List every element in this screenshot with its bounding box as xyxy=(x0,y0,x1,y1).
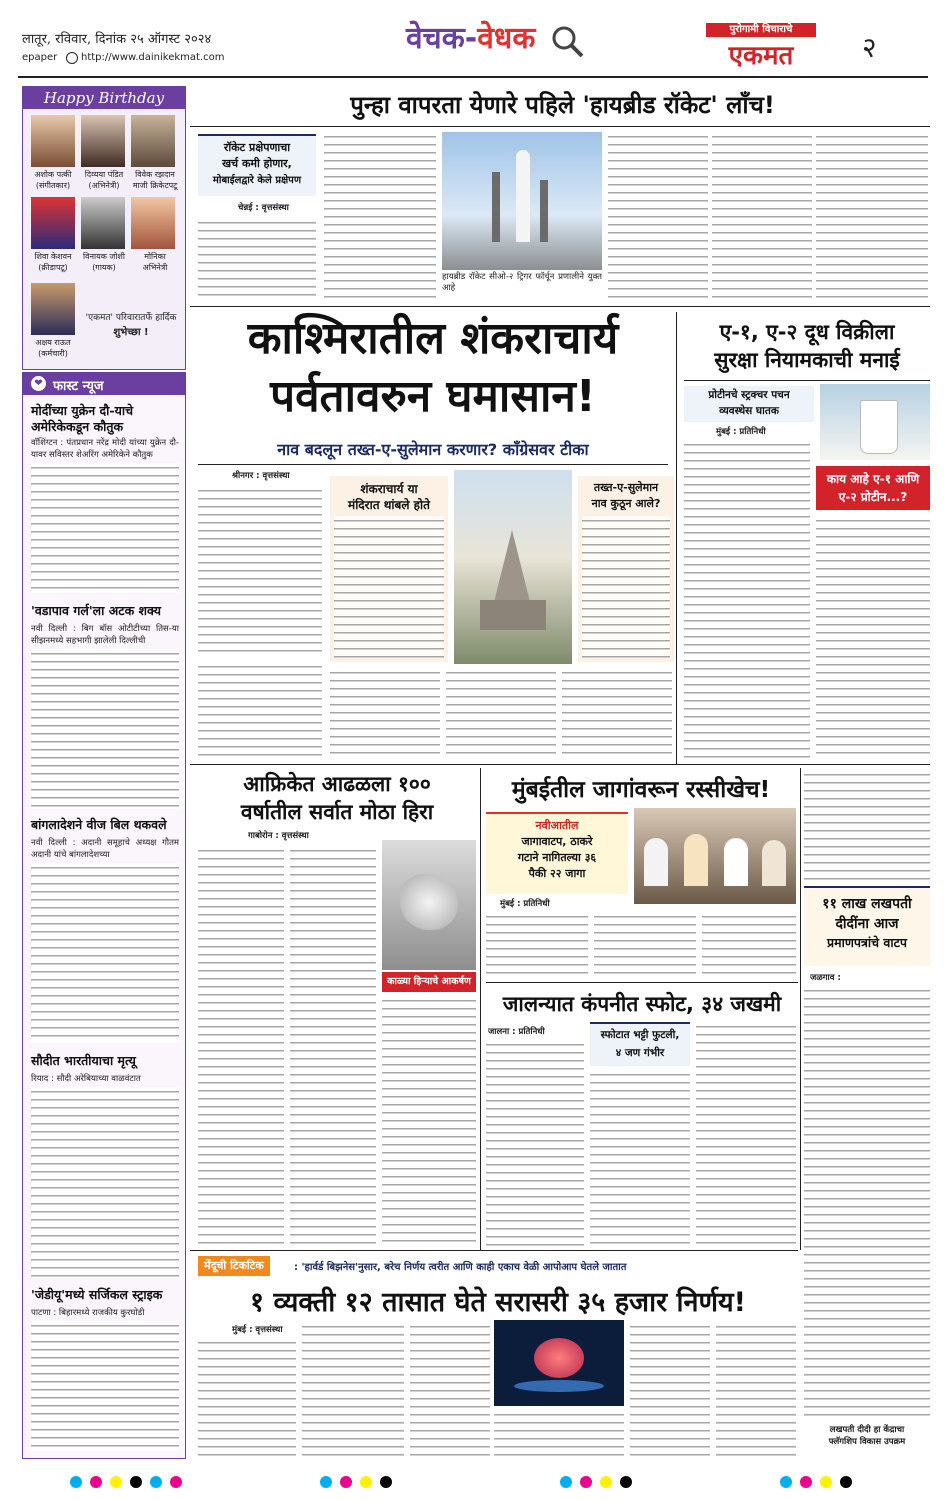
epaper-label: epaper xyxy=(22,52,58,63)
dateline: लातूर, रविवार, दिनांक २५ ऑगस्ट २०२४ xyxy=(22,32,212,47)
kashmir-body xyxy=(562,668,672,760)
brand-logo: एकमत xyxy=(728,41,794,71)
divider xyxy=(800,768,801,1250)
header-rule xyxy=(18,76,928,78)
birthday-name: दिव्यया पंडित xyxy=(84,170,124,179)
divider xyxy=(480,768,481,1250)
milk-box: काय आहे ए-१ आणि ए-२ प्रोटीन...? xyxy=(816,466,930,510)
birthday-name: विवेक रझदान xyxy=(135,170,175,179)
news-body xyxy=(31,863,179,1043)
milk-headline[interactable]: ए-१, ए-२ दूध विक्रीला xyxy=(719,320,895,344)
mumbai-box: नवीआतील जागावाटप, ठाकरे गटाने नागितल्या ३६ पैकी २२ जागा xyxy=(486,812,628,894)
mental-body xyxy=(410,1322,490,1458)
milk-photo xyxy=(820,384,930,460)
news-headline[interactable]: 'जेडीयू'मध्ये सर्जिकल स्ट्राइक xyxy=(31,1287,163,1302)
jalna-dateline: जालना : प्रतिनिधी xyxy=(488,1027,545,1037)
rocket-subhead: रॉकेट प्रक्षेपणाचा खर्च कमी होणार, मोबाईलद्वारे केले प्रक्षेपण xyxy=(198,134,316,196)
mumbai-body xyxy=(702,912,796,976)
rocket-body xyxy=(816,132,928,302)
news-headline[interactable]: सौदीत भारतीयाचा मृत्यू xyxy=(31,1053,136,1068)
lakhpati-headline[interactable]: ११ लाख लखपती दीदींना आज प्रमाणपत्रांचे वाटप xyxy=(804,886,930,966)
diamond-photo xyxy=(382,840,476,970)
news-body xyxy=(31,649,179,809)
birthday-box xyxy=(22,86,186,370)
birthday-role: (अभिनेत्री) xyxy=(88,181,120,190)
heart-icon: ❤ xyxy=(31,376,46,391)
birthday-role: (कर्मचारी) xyxy=(38,349,68,358)
diamond-caption: काळ्या हिऱ्याचे आकर्षण xyxy=(382,972,476,992)
jalna-body xyxy=(486,1040,584,1246)
birthday-title: Happy Birthday xyxy=(23,87,185,109)
rocket-dateline: चेन्नई : वृत्तसंस्था xyxy=(238,203,289,213)
jalna-body xyxy=(590,1070,690,1246)
diamond-body xyxy=(382,996,476,1246)
birthday-wish: शुभेच्छा ! xyxy=(113,327,149,338)
news-lead: नवी दिल्ली : बिग बॉस ओटीटीच्या तिस-या सीझनमध्ये सहभागी झालेली दिल्लीची xyxy=(31,624,179,646)
mental-body xyxy=(494,1410,624,1458)
brain-photo xyxy=(494,1320,624,1406)
mumbai-body xyxy=(804,770,930,880)
milk-headline[interactable]: सुरक्षा नियामकाची मनाई xyxy=(714,348,900,372)
milk-body xyxy=(684,440,810,760)
avatar xyxy=(131,197,175,249)
globe-icon xyxy=(66,52,78,64)
divider xyxy=(190,764,930,765)
kashmir-headline[interactable]: काश्मिरातील शंकराचार्य xyxy=(247,313,619,364)
mental-body xyxy=(630,1322,710,1458)
mumbai-headline[interactable]: मुंबईतील जागांवरून रस्सीखेच! xyxy=(511,777,771,803)
avatar xyxy=(31,115,75,167)
avatar xyxy=(81,115,125,167)
diamond-headline[interactable]: आफ्रिकेत आढळला १०० xyxy=(243,772,431,796)
mumbai-dateline: मुंबई : प्रतिनिधी xyxy=(500,899,550,909)
news-lead: नवी दिल्ली : अदानी समूहाचे अध्यक्ष गौतम अदानी यांचे बांगलादेशच्या xyxy=(31,838,179,860)
jalna-box: स्फोटात भट्टी फुटली, ४ जण गंभीर xyxy=(590,1022,690,1066)
lakhpati-dateline: जळगाव : xyxy=(810,973,841,983)
diamond-dateline: गाबोरोन : वृत्तसंस्था xyxy=(248,831,309,841)
avatar xyxy=(81,197,125,249)
fast-news-header xyxy=(23,373,185,395)
mental-dateline: मुंबई : वृत्तसंस्था xyxy=(232,1325,283,1335)
news-lead: रियाद : सौदी अरेबियाच्या वाळवंटात xyxy=(31,1074,141,1084)
divider xyxy=(190,1250,798,1251)
rocket-body xyxy=(324,132,436,302)
magnifier-icon xyxy=(550,24,586,60)
fast-news-column xyxy=(22,372,186,1459)
registration-marks xyxy=(0,1472,945,1492)
birthday-role: (गायक) xyxy=(92,263,116,272)
news-body xyxy=(31,463,179,593)
site-url[interactable]: http://www.dainikekmat.com xyxy=(81,52,225,63)
mental-body xyxy=(716,1322,796,1458)
rocket-body xyxy=(608,132,708,302)
rocket-body xyxy=(712,132,812,302)
diamond-headline[interactable]: वर्षातील सर्वात मोठा हिरा xyxy=(240,800,434,824)
lakhpati-footer: फ्लॅगशिप विकास उपक्रम xyxy=(828,1437,906,1447)
divider xyxy=(198,464,668,465)
mental-body xyxy=(198,1338,296,1458)
rocket-headline[interactable]: पुन्हा वापरता येणारे पहिले 'हायब्रीड रॉकेट' लाँच! xyxy=(350,91,775,119)
kashmir-body xyxy=(198,662,322,760)
avatar xyxy=(31,197,75,249)
lakhpati-body xyxy=(804,986,930,1418)
kashmir-body xyxy=(330,668,440,760)
jalna-body xyxy=(696,1022,796,1246)
milk-body xyxy=(816,516,930,760)
news-headline[interactable]: बांगलादेशने वीज बिल थकवले xyxy=(31,817,167,832)
kashmir-body xyxy=(446,668,556,760)
divider xyxy=(190,306,930,307)
rocket-photo xyxy=(442,132,602,270)
birthday-role: माजी क्रिकेटपटू xyxy=(132,181,178,190)
birthday-role: (संगीतकार) xyxy=(35,181,71,190)
masthead xyxy=(0,0,945,78)
diamond-body xyxy=(290,846,376,1246)
kashmir-subhead: नाव बदलून तख्त-ए-सुलेमान करणार? काँग्रेसवर टीका xyxy=(277,440,589,459)
divider xyxy=(190,126,930,127)
divider xyxy=(486,982,798,983)
birthday-role: अभिनेत्री xyxy=(142,263,168,272)
mental-kicker: मेंदूची टिकटिक : 'हार्वर्ड बिझनेस'नुसार, बरेच निर्णय त्वरीत आणि काही एकाच वेळी आपोआप घेतले जातात xyxy=(198,1256,798,1276)
divider xyxy=(684,380,930,381)
news-lead: वॉशिंग्टन : पंतप्रधान नरेंद्र मोदी यांच्या युक्रेन दौ-यावर सविस्तर शेअरिंग अमेरिकेने कौतुक xyxy=(31,438,179,460)
news-body xyxy=(31,1087,179,1277)
birthday-wish: 'एकमत' परिवारातर्फे हार्दिक xyxy=(85,313,177,323)
kashmir-box-1: शंकराचार्य या मंदिरात थांबले होते xyxy=(330,476,448,662)
rocket-body xyxy=(198,218,316,302)
news-lead: पाटणा : बिहारमध्ये राजकीय कुरघोडी xyxy=(31,1308,145,1318)
birthday-name: विनायक जोशी xyxy=(83,252,125,261)
kashmir-box-2: तख्त-ए-सुलेमान नाव कुठून आले? xyxy=(578,476,674,662)
avatar xyxy=(131,115,175,167)
birthday-name: मोनिका xyxy=(144,252,166,261)
mumbai-body xyxy=(594,912,696,976)
news-headline[interactable]: 'वडापाव गर्ल'ला अटक शक्य xyxy=(31,603,161,618)
kashmir-body xyxy=(198,486,322,658)
news-headline[interactable]: मोदींच्या युक्रेन दौ-याचे अमेरिकेकडून कौतुक xyxy=(31,403,134,434)
temple-photo xyxy=(454,470,572,664)
lakhpati-footer: लखपती दीदी हा केंद्राचा xyxy=(829,1425,905,1435)
fast-news-title: फास्ट न्यूज xyxy=(53,379,104,394)
avatar xyxy=(31,283,75,335)
news-body xyxy=(31,1321,179,1451)
milk-subhead: प्रोटीनचे स्ट्रक्चर पचन व्यवस्थेस घातक xyxy=(684,386,814,422)
birthday-role: (क्रीडापटू) xyxy=(38,263,68,272)
diamond-body xyxy=(198,846,284,1246)
mumbai-body xyxy=(486,912,588,976)
birthday-name: अक्षय राऊत xyxy=(35,338,71,347)
mental-body xyxy=(302,1322,404,1458)
brand-tagline: पुरोगामी विचाराचे xyxy=(706,23,816,37)
milk-dateline: मुंबई : प्रतिनिधी xyxy=(716,427,766,437)
birthday-name: अशोक पत्की xyxy=(34,170,72,179)
section-title: वेचक-वेधक xyxy=(406,21,536,56)
jalna-headline[interactable]: जालन्यात कंपनीत स्फोट, ३४ जखमी xyxy=(502,992,782,1016)
birthday-name: शिवा केशवन xyxy=(34,252,72,261)
page-number: २ xyxy=(862,31,877,64)
kashmir-dateline: श्रीनगर : वृत्तसंस्था xyxy=(232,471,290,481)
rocket-caption: हायब्रीड रॉकेट सीओ-२ ट्रिगर फॉर्चून प्रणालीने युक्त आहे xyxy=(442,272,602,293)
kashmir-headline[interactable]: पर्वतावरुन घमासान! xyxy=(270,371,596,422)
meeting-photo xyxy=(634,808,796,904)
mental-headline[interactable]: १ व्यक्ती १२ तासात घेते सरासरी ३५ हजार निर्णय! xyxy=(250,1287,746,1318)
divider xyxy=(676,312,677,764)
